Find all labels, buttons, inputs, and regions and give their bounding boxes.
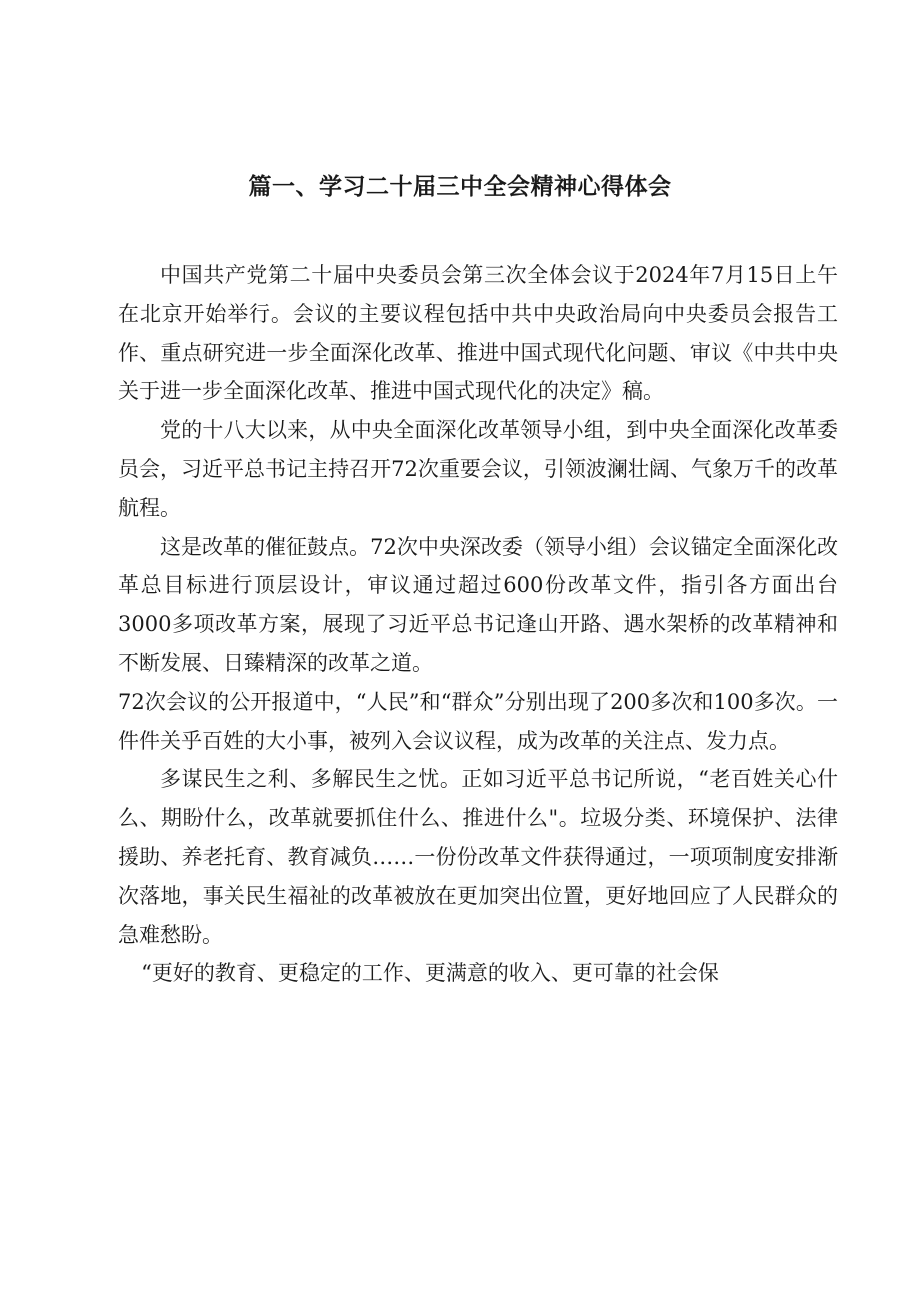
paragraph-reform-history: 党的十八大以来，从中央全面深化改革领导小组，到中央全面深化改革委员会，习近平总书记主持召开72次重要会议，引领波澜壮阔、气象万千的改革航程。 (118, 418, 838, 520)
paragraph-better-life: “更好的教育、更稳定的工作、更满意的收入、更可靠的社会保 (141, 961, 719, 986)
paragraph-people-focus: 72次会议的公开报道中，“人民”和“群众”分别出现了200多次和100多次。一件件关乎百姓的大小事，被列入会议议程，成为改革的关注点、发力点。 (118, 689, 838, 753)
document-title: 篇一、学习二十届三中全会精神心得体会 (248, 174, 672, 200)
paragraph-livelihood: 多谋民生之利、多解民生之忧。正如习近平总书记所说，“老百姓关心什么、期盼什么，改革就要抓住什么、推进什么"。垃圾分类、环境保护、法律援助、养老托育、教育减负……一份份改革文件获得通过，一项项制度安排渐次落地，事关民生福祉的改革被放在更加突出位置，更好地回应了人民群众的急难愁盼。 (118, 767, 838, 947)
paragraph-reform-drumbeat: 这是改革的催征鼓点。72次中央深改委（领导小组）会议锚定全面深化改革总目标进行顶层设计，审议通过超过600份改革文件，指引各方面出台3000多项改革方案，展现了习近平总书记逢山开路、遇水架桥的改革精神和不断发展、日臻精深的改革之道。 (118, 534, 838, 675)
document-body (118, 256, 838, 993)
paragraph-meeting-intro: 中国共产党第二十届中央委员会第三次全体会议于2024年7月15日上午在北京开始举行。会议的主要议程包括中共中央政治局向中央委员会报告工作、重点研究进一步全面深化改革、推进中国式现代化问题、审议《中共中央关于进一步全面深化改革、推进中国式现代化的决定》稿。 (118, 263, 838, 404)
